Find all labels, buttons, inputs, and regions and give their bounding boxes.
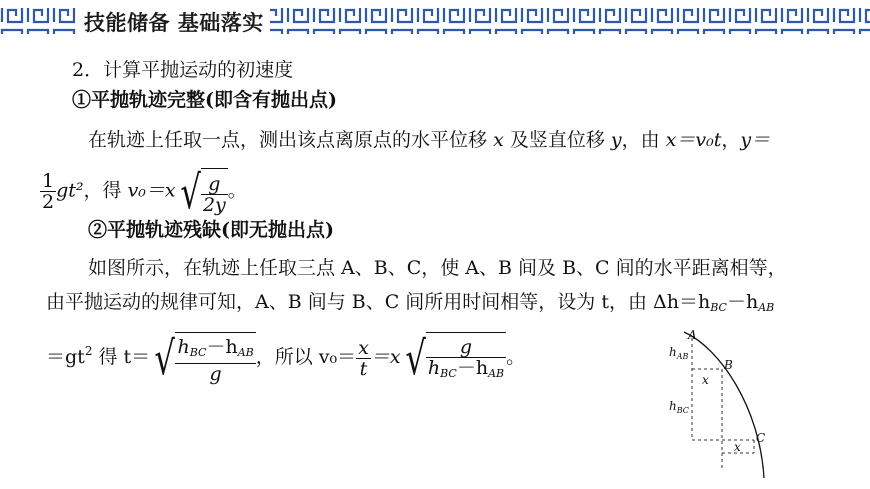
trajectory-diagram	[660, 328, 780, 483]
case1-by: ，由	[621, 129, 660, 151]
point-c-label: C	[756, 431, 766, 445]
fraction-den	[426, 358, 506, 384]
eq-v0: v₀＝x	[127, 179, 176, 202]
case2-line1: 如图所示，在轨迹上任取三点 A、B、C，使 A、B 间及 B、C 间的水平距离相等，	[88, 257, 787, 279]
label-x-1: x	[702, 373, 709, 387]
fraction-den: g	[209, 363, 222, 385]
subscript-ab: AB	[237, 346, 254, 359]
sqrt-g-over-2y	[176, 164, 228, 219]
guide-lines	[692, 338, 754, 468]
sqrt-v0	[401, 332, 507, 385]
subscript-bc: BC	[710, 301, 727, 314]
point-a-label: A	[688, 328, 697, 342]
minus-h: －h	[726, 291, 759, 313]
eq-x: ＝x	[370, 346, 401, 368]
superscript-2: 2	[84, 344, 93, 358]
fraction-hbc-hab-g	[175, 337, 255, 384]
radicand	[426, 332, 506, 385]
subscript-ab: AB	[488, 367, 505, 380]
case1-comma: ，	[721, 129, 741, 151]
gt-squared: gt²	[56, 179, 84, 202]
radicand	[201, 168, 228, 215]
fraction-num: x	[358, 336, 369, 359]
fraction-num	[175, 337, 255, 364]
case1-line1	[88, 128, 770, 152]
fraction-g-2y	[201, 174, 228, 215]
case1-heading: ①平抛轨迹完整(即含有抛出点)	[72, 89, 337, 111]
case1-end: 。	[227, 179, 247, 202]
case1-line2	[40, 164, 247, 219]
so-v0: ，所以 v₀＝	[255, 346, 357, 368]
eq-x-v0t: x＝v₀t	[665, 129, 722, 151]
point-b-label: B	[724, 358, 733, 372]
eq-y: y＝	[740, 129, 771, 151]
subscript-bc: BC	[189, 346, 207, 359]
get-t: 得 t＝	[92, 346, 151, 368]
case2-end: 。	[506, 346, 526, 368]
subscript-ab: AB	[758, 301, 775, 314]
var-y: y	[610, 129, 622, 151]
h: h	[177, 336, 190, 358]
fraction-num: g	[201, 174, 228, 195]
label-hab: $h_{AB}$	[669, 345, 689, 361]
case2-line2	[46, 290, 774, 320]
fraction-den: t	[359, 357, 368, 380]
fraction-half	[40, 171, 56, 212]
trajectory-curve	[684, 332, 764, 478]
eq-gt: ＝gt	[46, 346, 85, 368]
fraction-num: 1	[42, 170, 55, 192]
minus-h: －h	[456, 357, 489, 379]
label-x-2: x	[734, 440, 741, 454]
var-x: x	[493, 129, 504, 151]
case1-get: ，得	[83, 179, 122, 202]
header-banner	[0, 0, 870, 40]
fraction-den: 2y	[202, 193, 226, 216]
minus-h: －h	[206, 336, 238, 358]
radical-icon: √	[404, 331, 426, 385]
subscript-bc: BC	[440, 367, 457, 380]
fraction-x-t	[356, 338, 371, 379]
fraction-num: g	[426, 337, 506, 358]
h: h	[427, 357, 441, 379]
label-hbc: $h_{BC}$	[669, 399, 689, 415]
fraction-den: 2	[42, 191, 55, 213]
radical-icon: √	[180, 164, 201, 219]
radicand	[175, 332, 255, 385]
header-title: 技能储备 基础落实	[78, 7, 270, 37]
case1-and: 及竖直位移	[509, 129, 605, 151]
case2-line3	[46, 326, 525, 385]
case2-line2-text: 由平抛运动的规律可知，A、B 间与 B、C 间所用时间相等，设为 t，由 Δh＝h	[46, 291, 711, 313]
case2-heading: ②平抛轨迹残缺(即无抛出点)	[88, 219, 334, 241]
radical-icon: √	[154, 331, 176, 385]
fraction-g-h	[426, 337, 506, 384]
sqrt-time	[150, 332, 256, 385]
section-heading: 2．计算平抛运动的初速度	[72, 59, 294, 81]
case1-text: 在轨迹上任取一点，测出该点离原点的水平位移	[88, 129, 488, 151]
